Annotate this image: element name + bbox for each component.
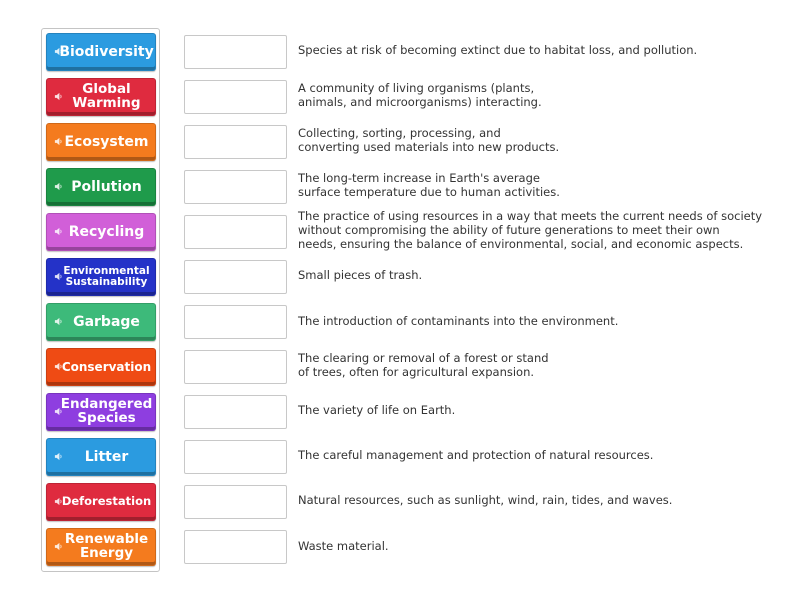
definition-text-6: Small pieces of trash. xyxy=(298,268,423,282)
definition-text-7: The introduction of contaminants into the environment. xyxy=(298,314,619,328)
speaker-icon[interactable] xyxy=(54,542,63,551)
answer-slot-8[interactable] xyxy=(184,350,287,384)
word-tile-biodiversity[interactable] xyxy=(46,33,156,71)
word-tile-label: Biodiversity xyxy=(59,43,154,60)
answer-slot-1[interactable] xyxy=(184,35,287,69)
word-tile-global-warming[interactable] xyxy=(46,78,156,116)
word-tile-label: Ecosystem xyxy=(64,133,149,150)
word-tile-environmental-sustainability[interactable] xyxy=(46,258,156,296)
definition-text-8: The clearing or removal of a forest or stand of trees, often for agricultural expansion. xyxy=(298,351,549,379)
speaker-icon[interactable] xyxy=(54,362,63,371)
definition-text-2: A community of living organisms (plants, animals, and microorganisms) interacting. xyxy=(298,81,542,109)
speaker-icon[interactable] xyxy=(54,497,63,506)
speaker-icon[interactable] xyxy=(54,137,63,146)
speaker-icon[interactable] xyxy=(54,407,63,416)
definition-text-4: The long-term increase in Earth's average surface temperature due to human activities. xyxy=(298,171,560,199)
word-tile-label: Pollution xyxy=(71,178,142,195)
answer-slot-4[interactable] xyxy=(184,170,287,204)
word-tile-litter[interactable] xyxy=(46,438,156,476)
definition-text-11: Natural resources, such as sunlight, wind, rain, tides, and waves. xyxy=(298,493,673,507)
definition-text-1: Species at risk of becoming extinct due to habitat loss, and pollution. xyxy=(298,43,698,57)
word-tile-label: Recycling xyxy=(68,223,145,240)
word-tile-garbage[interactable] xyxy=(46,303,156,341)
word-tile-label: Renewable Energy xyxy=(64,531,149,561)
speaker-icon[interactable] xyxy=(54,182,63,191)
word-tile-label: Environmental Sustainability xyxy=(63,265,150,288)
definition-text-12: Waste material. xyxy=(298,539,389,553)
word-tile-deforestation[interactable] xyxy=(46,483,156,521)
word-tile-recycling[interactable] xyxy=(46,213,156,251)
word-tile-label: Global Warming xyxy=(72,81,141,111)
definition-text-9: The variety of life on Earth. xyxy=(298,403,456,417)
word-tile-conservation[interactable] xyxy=(46,348,156,386)
speaker-icon[interactable] xyxy=(54,272,63,281)
speaker-icon[interactable] xyxy=(54,227,63,236)
answer-slot-11[interactable] xyxy=(184,485,287,519)
word-tile-label: Conservation xyxy=(61,359,152,374)
answer-slot-6[interactable] xyxy=(184,260,287,294)
word-tile-pollution[interactable] xyxy=(46,168,156,206)
speaker-icon[interactable] xyxy=(54,452,63,461)
definition-text-3: Collecting, sorting, processing, and converting used materials into new products. xyxy=(298,126,560,154)
word-tile-renewable-energy[interactable] xyxy=(46,528,156,566)
word-tile-label: Deforestation xyxy=(61,494,152,509)
word-tile-label: Garbage xyxy=(73,313,140,330)
word-tile-label: Litter xyxy=(84,448,129,465)
answer-slot-12[interactable] xyxy=(184,530,287,564)
word-tile-endangered-species[interactable] xyxy=(46,393,156,431)
answer-slot-10[interactable] xyxy=(184,440,287,474)
definition-text-10: The careful management and protection of natural resources. xyxy=(298,448,654,462)
definition-text-5: The practice of using resources in a way that meets the current needs of society without compromising the ability of future generations to meet their own needs, ensuring the balance of environmental, social, and economic aspects. xyxy=(298,209,763,251)
answer-slot-3[interactable] xyxy=(184,125,287,159)
word-tile-label: Endangered Species xyxy=(60,396,153,426)
speaker-icon[interactable] xyxy=(54,47,63,56)
answer-slot-9[interactable] xyxy=(184,395,287,429)
word-tile-ecosystem[interactable] xyxy=(46,123,156,161)
answer-slot-2[interactable] xyxy=(184,80,287,114)
speaker-icon[interactable] xyxy=(54,92,63,101)
answer-slot-5[interactable] xyxy=(184,215,287,249)
answer-slot-7[interactable] xyxy=(184,305,287,339)
speaker-icon[interactable] xyxy=(54,317,63,326)
